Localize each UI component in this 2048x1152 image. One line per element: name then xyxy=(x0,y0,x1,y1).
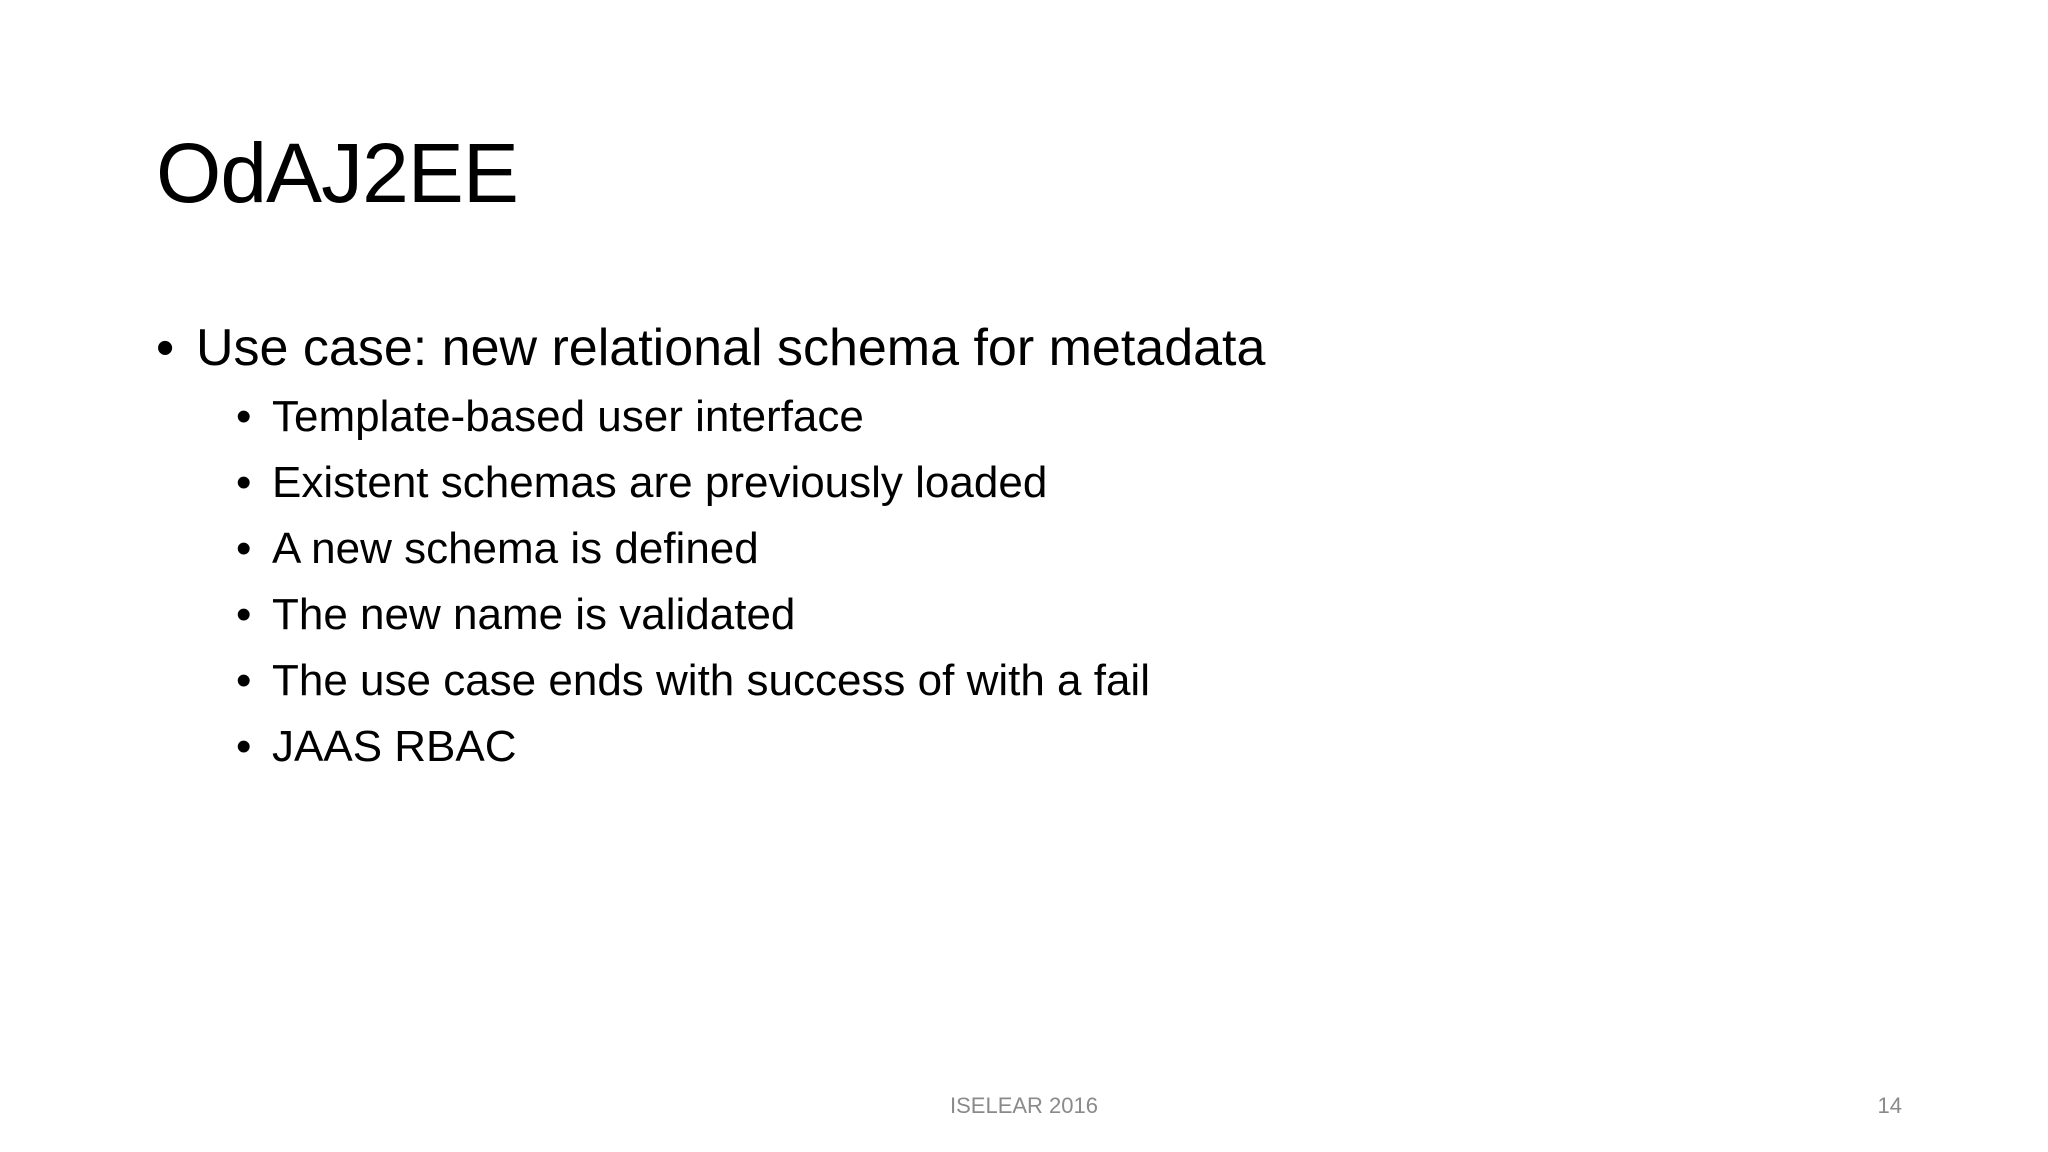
sub-bullet-text: JAAS RBAC xyxy=(272,722,517,771)
sub-bullet-item xyxy=(236,384,1896,450)
bullet-icon: • xyxy=(236,722,252,771)
slide-content xyxy=(156,312,1896,780)
sub-bullet-item xyxy=(236,582,1896,648)
sub-bullet-text: A new schema is defined xyxy=(272,524,759,573)
bullet-icon: • xyxy=(156,319,175,377)
bullet-icon: • xyxy=(236,590,252,639)
sub-bullet-text: The new name is validated xyxy=(272,590,796,639)
sub-bullet-text: Existent schemas are previously loaded xyxy=(272,458,1048,507)
page-number: 14 xyxy=(1877,1093,1902,1118)
sub-bullet-text: Template-based user interface xyxy=(272,392,864,441)
bullet-text: Use case: new relational schema for metadata xyxy=(196,319,1266,377)
bullet-icon: • xyxy=(236,524,252,573)
bullet-icon: • xyxy=(236,392,252,441)
sub-bullet-text: The use case ends with success of with a fail xyxy=(272,656,1150,705)
bullet-icon: • xyxy=(236,458,252,507)
sub-bullet-item xyxy=(236,450,1896,516)
sub-bullet-item xyxy=(236,714,1896,780)
footer-text: ISELEAR 2016 xyxy=(950,1093,1098,1118)
bullet-item xyxy=(156,312,1896,384)
sub-bullet-item xyxy=(236,516,1896,582)
bullet-icon: • xyxy=(236,656,252,705)
slide-title: OdAJ2EE xyxy=(156,126,518,220)
sub-bullet-list xyxy=(156,384,1896,780)
sub-bullet-item xyxy=(236,648,1896,714)
